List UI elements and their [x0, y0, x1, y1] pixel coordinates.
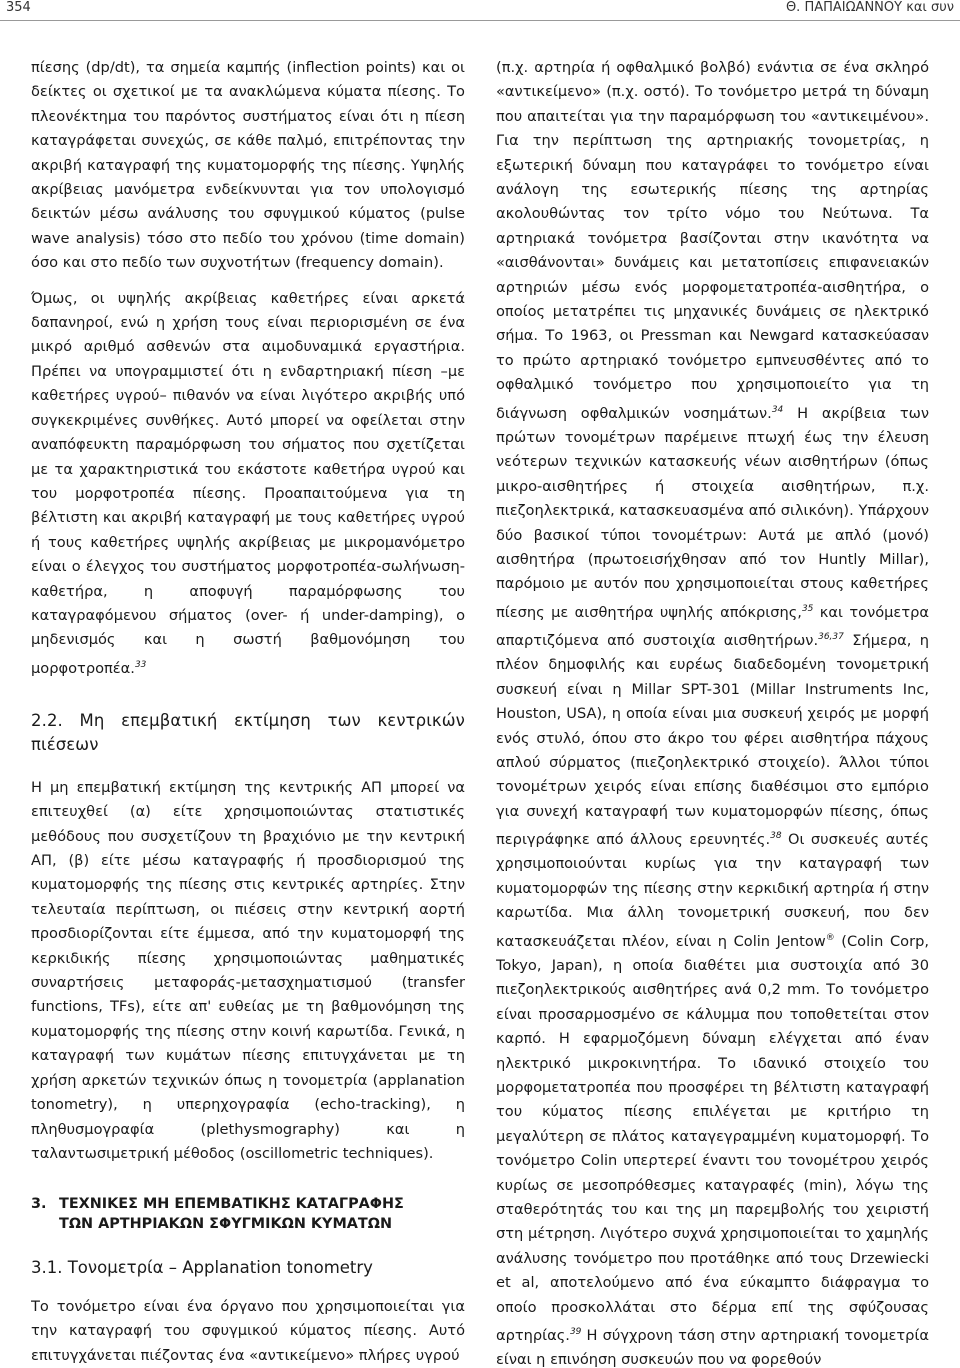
citation: 35 — [801, 603, 814, 614]
citation: 34 — [771, 404, 784, 415]
page-number: 354 — [6, 0, 31, 15]
paragraph: πίεσης (dp/dt), τα σημεία καμπής (inflection points) και οι δείκτες οι σχετικοί με τα ανακλώμενα κύματα πίεσης. Το πλεονέκτημα του παρόντος συστήματος είναι ότι η πίεση καταγράφεται συνεχώς, σε κάθε παλμό, επιτρέποντας την ακριβή καταγραφή της κυματομορφής της πίεσης. Υψηλής ακρίβειας μανόμετρα ενδείκνυνται για τον υπολογισμό δεικτών μέσω ανάλυσης του σφυγμικού κύματος (pulse wave analysis) τόσο στο πεδίο του χρόνου (time domain) όσο και στο πεδίο των συχνοτήτων (frequency domain). — [31, 59, 465, 272]
citation: 38 — [770, 831, 782, 842]
paragraph: Το τονόμετρο είναι ένα όργανο που χρησιμοποιείται για την καταγραφή του σφυγμικού κύματος πίεσης. Αυτό επιτυγχάνεται πιέζοντας ένα «αντικείμενο» πλήρες υγρού — [31, 1297, 465, 1364]
left-column — [31, 56, 465, 1368]
header-rule — [0, 20, 960, 21]
section-heading-2-2: 2.2. Μη επεμβατική εκτίμηση των κεντρικών πιέσεων — [31, 711, 465, 755]
section-title-line2: ΤΩΝ ΑΡΤΗΡΙΑΚΩΝ ΣΦΥΓΜΙΚΩΝ ΚΥΜΑΤΩΝ — [59, 1216, 393, 1233]
running-head: Θ. ΠΑΠΑΪΩΑΝΝΟΥ και συν — [785, 0, 954, 15]
paragraph: Η μη επεμβατική εκτίμηση της κεντρικής ΑΠ μπορεί να επιτευχθεί (α) είτε χρησιμοποιώντας στατιστικές μεθόδους που συσχετίζουν τη βραχιόνιο με την κεντρική ΑΠ, (β) είτε μέσω καταγραφής ή προσδιορισμού της κυματομορφής της πίεσης στις κεντρικές αρτηρίες. Στην τελευταία περίπτωση, οι πιέσεις στην κεντρική αορτή προσδιορίζονται είτε έμμεσα, από την κυματομορφή της κερκιδικής πίεσης χρησιμοποιώντας μαθηματικές συναρτήσεις μεταφοράς-μετασχηματισμού (transfer functions, TFs), είτε απ' ευθείας με τη βαθμονόμηση της κυματομορφής της πίεσης στην κοινή καρωτίδα. Γενικά, η καταγραφή των κυμάτων πίεσης επιτυγχάνεται με τη χρήση αρκετών τεχνικών όπως η τονομετρία (applanation tonometry), η υπερηχογραφία (echo-tracking), η πληθυσμογραφία (plethysmography) και η ταλαντωσιμετρική μέθοδος (oscillometric techniques). — [31, 778, 465, 1162]
section-number: 3. — [31, 1196, 47, 1213]
citation: 39 — [569, 1327, 582, 1338]
citation: 33 — [134, 659, 147, 670]
citation: 36,37 — [818, 632, 844, 643]
paragraph: Όμως, οι υψηλής ακρίβειας καθετήρες είναι αρκετά δαπανηροί, ενώ η χρήση τους είναι περιορισμένη σε ένα μικρό αριθμό ασθενών στα αιμοδυναμικά εργαστήρια. Πρέπει να υπογραμμιστεί ότι η ενδαρτηριακή πίεση –με καθετήρες υγρού– πιθανόν να είναι λιγότερο ακριβής υπό συγκεκριμένες συνθήκες. Αυτό μπορεί να οφείλεται στην αναπόφευκτη παραμόρφωση του σήματος που σχετίζεται με τα χαρακτηριστικά του εκάστοτε καθετήρα υγρού και του μορφοτροπέα πίεσης. Προαπαιτούμενα για τη βέλτιστη και ακριβή καταγραφή με τους καθετήρες υγρού ή τους καθετήρες υψηλής ακρίβειας με μικρομανόμετρο είναι ο έλεγχος του συστήματος μορφοτροπέα-σωλήνωση-καθετήρα, η αποφυγή παραμόρφωσης του καταγραφόμενου σήματος (over- ή under-damping), ο μηδενισμός και η σωστή βαθμονόμηση του μορφοτροπέα.$^{33}$ — [31, 289, 465, 677]
section-heading-3-1: 3.1. Τονομετρία – Applanation tonometry — [31, 1258, 373, 1278]
registered-mark: ® — [825, 932, 835, 943]
right-column — [496, 56, 929, 1368]
paragraph: (π.χ. αρτηρία ή οφθαλμικό βολβό) ενάντια σε ένα σκληρό «αντικείμενο» (π.χ. οστό). Το τονόμετρο μετρά τη δύναμη που απαιτείται για την παραμόρφωση του «αντικειμένου». Για την περίπτωση της αρτηριακής τονομετρίας, η εξωτερική δύναμη που καταγράφει το τονόμετρο είναι ανάλογη της εσωτερικής πίεσης της αρτηρίας ακολουθώντας τον τρίτο νόμο του Νεύτωνα. Τα αρτηριακά τονόμετρα βασίζονται στην ικανότητα να «αισθάνονται» δυνάμεις και μετατοπίσεις επιφανειακών αρτηριών μέσω ενός μορφομετατροπέα-αισθητήρα, ο οποίος μετατρέπει τις μηχανικές δυνάμεις σε ηλεκτρικό σήμα. Το 1963, οι Pressman και Newgard κατασκεύασαν το πρώτο αρτηριακό τονόμετρο εμπνευσθέντες από το οφθαλμικό τονόμετρο που χρησιμοποιείτο για τη διάγνωση οφθαλμικών νοσημάτων.$^{34}$ Η ακρίβεια των πρώτων τονομέτρων παρέμεινε πτωχή έως την έλευση νεότερων τεχνικών κατασκευής νέων αισθητήρων (όπως μικρο-αισθητήρες ή στοιχεία αισθητήρων, π.χ. πιεζοηλεκτρικά, κατασκευασμένα από σιλικόνη). Υπάρχουν δύο βασικοί τύποι τονομέτρων: Αυτά με απλό (μονό) αισθητήρα (πρωτοεισήχθησαν από τον Huntly Millar), παρόμοιο με αυτόν που χρησιμοποιείται στους καθετήρες πίεσης με αισθητήρα υψηλής απόκρισης,$^{35}$ και τονόμετρα απαρτιζόμενα από συστοιχία αισθητήρων.$^{36,37}$ Σήμερα, η πλέον δημοφιλής και ευρέως διαδεδομένη τονομετρική συσκευή είναι η Millar SPT-301 (Millar Instruments Inc, Houston, USA), η οποία είναι μια συσκευή χειρός με μορφή ενός στυλό, όπου στο άκρο του φέρει αισθητήρα πάχους απλού σύρματος (πιεζοηλεκτρικό στοιχείο). Άλλοι τύποι τονομέτρων χειρός είναι επίσης διαθέσιμοι στο εμπόριο για συνεχή καταγραφή των κυματομορφών πίεσης, όπως περιγράφηκε από άλλους ερευνητές.$^{38}$ Οι συσκευές αυτές χρησιμοποιούνται κυρίως για την καταγραφή των κυματομορφών της πίεσης στην κερκιδική αρτηρία ή στην καρωτίδα. Μια άλλη τονομετρική συσκευή, που δεν κατασκευάζεται πλέον, είναι η Colin Jentow® (Colin Corp, Tokyo, Japan), η οποία διαθέτει μια συστοιχία από 30 πιεζοηλεκτρικούς αισθητήρες ανά 0,2 mm. Το τονόμετρο είναι προσαρμοσμένο σε κάλυμμα που τοποθετείται στον καρπό. Η εφαρμοζόμενη δύναμη ελέγχεται από έναν ηλεκτρικό μικροκινητήρα. Το ιδανικό στοιχείο του μορφομετατροπέα που προσφέρει τη βέλτιστη καταγραφή του κύματος πίεσης επιλέγεται με κριτήριο τη μεγαλύτερη σε πλάτος καταγεγραμμένη κυματομορφή. Το τονόμετρο Colin υπερτερεί έναντι του τονομέτρου χειρός κυρίως σε μεσοπρόθεσμες καταγραφές (min), λόγω της σταθερότητάς του και της μη παρεμβολής του χειριστή στη μέτρηση. Λιγότερο συχνά χρησιμοποιείται το χαμηλής ανάλυσης τονόμετρο που προτάθηκε από τους Drzewiecki et al, αποτελούμενο από ένα εύκαμπτο διάφραγμα το οποίο προσκολλάται στο δέρμα επί της σφύζουσας αρτηρίας.$^{39}$ Η σύγχρονη τάση στην αρτηριακή τονομετρία είναι η επινόηση συσκευών που να φορεθούν — [496, 59, 929, 1368]
section-heading-3 — [31, 1194, 465, 1234]
section-title-line1: ΤΕΧΝΙΚΕΣ ΜΗ ΕΠΕΜΒΑΤΙΚΗΣ ΚΑΤΑΓΡΑΦΗΣ — [59, 1196, 404, 1213]
